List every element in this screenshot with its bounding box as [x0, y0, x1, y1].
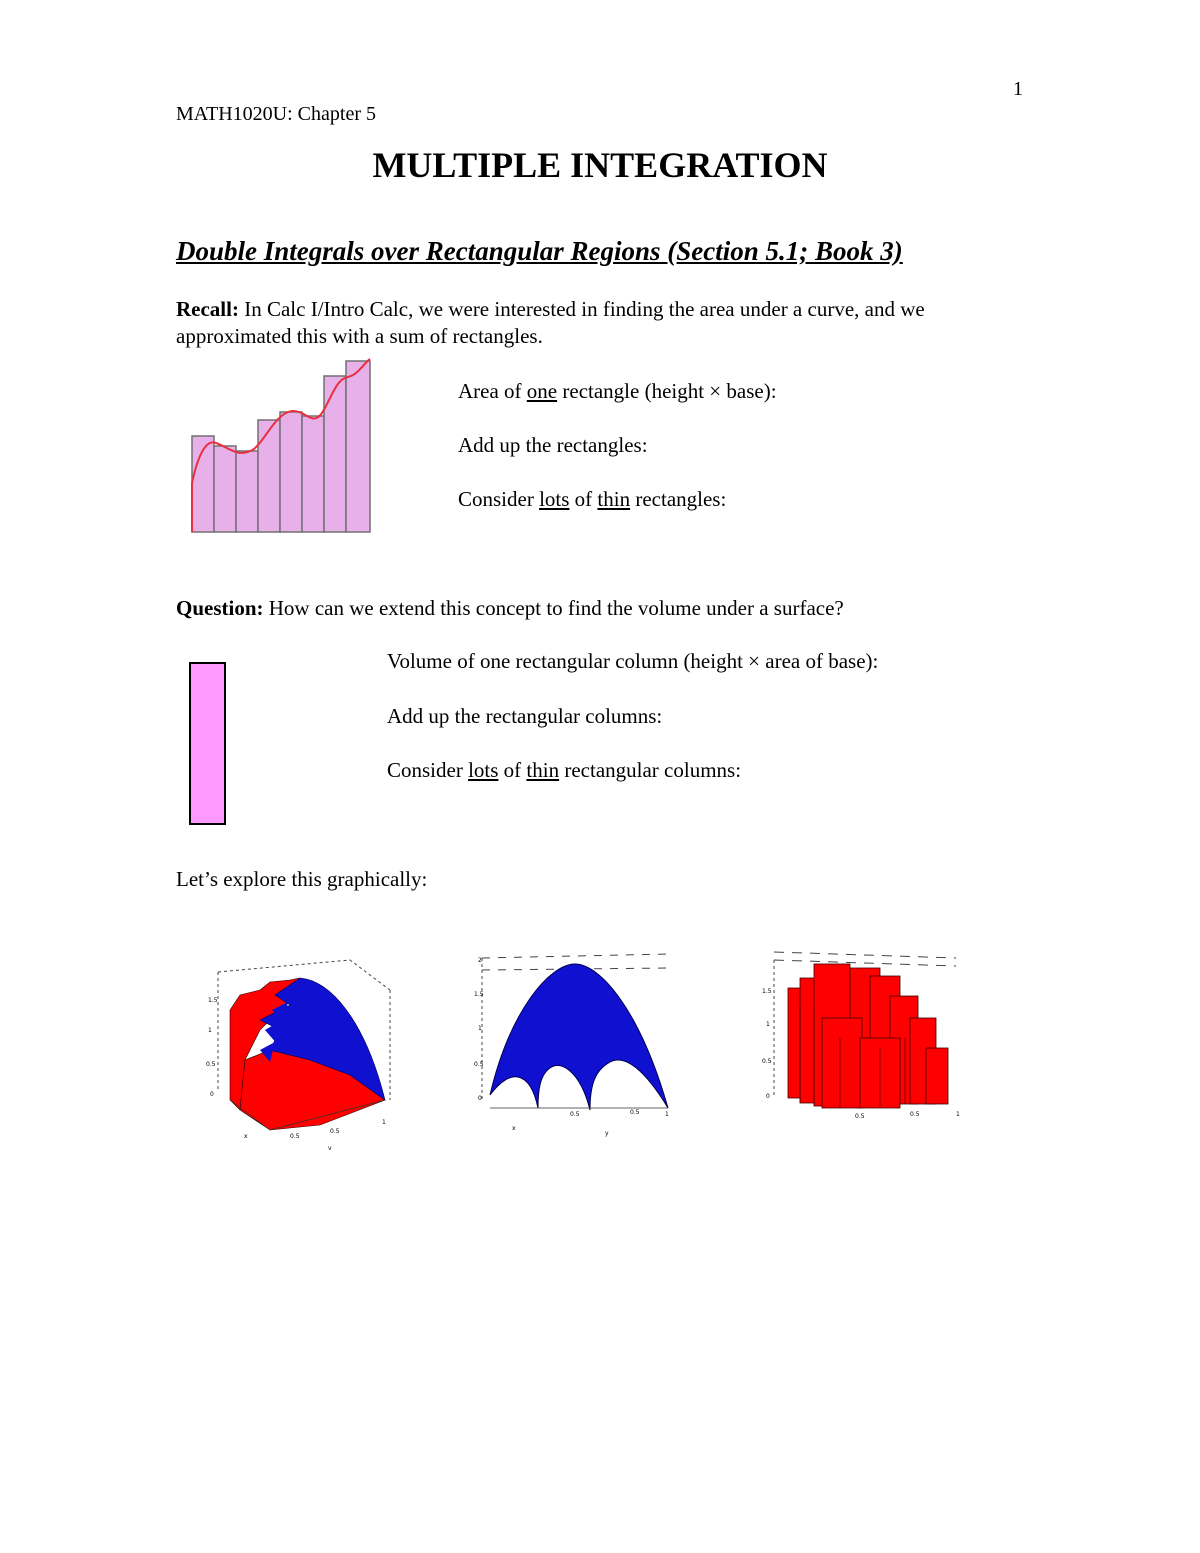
svg-text:0.5: 0.5 — [762, 1058, 772, 1065]
area-item-add-up: Add up the rectangles: — [458, 433, 648, 457]
svg-text:x: x — [512, 1125, 516, 1132]
columns-plot — [760, 948, 965, 1133]
svg-text:0: 0 — [766, 1093, 770, 1100]
svg-text:1: 1 — [382, 1119, 386, 1126]
svg-text:1: 1 — [766, 1021, 770, 1028]
area-item-thin-rectangles: Consider lots of thin rectangles: — [458, 487, 727, 511]
question-label: Question: — [176, 596, 264, 620]
explore-text: Let’s explore this graphically: — [176, 867, 428, 891]
recall-paragraph — [176, 296, 1036, 350]
volume-item-one-column: Volume of one rectangular column (height × area of base): — [387, 649, 879, 673]
area-rectangles-figure — [188, 355, 378, 537]
surface-and-columns-plot — [200, 950, 410, 1150]
page-number: 1 — [1013, 78, 1023, 100]
svg-text:1: 1 — [208, 1027, 212, 1034]
svg-text:1: 1 — [478, 1025, 482, 1032]
svg-text:1.5: 1.5 — [474, 991, 484, 998]
surface-plot — [470, 950, 680, 1140]
svg-text:0.5: 0.5 — [474, 1061, 484, 1068]
svg-text:0: 0 — [210, 1091, 214, 1098]
svg-text:1: 1 — [956, 1111, 960, 1118]
svg-text:1.5: 1.5 — [208, 997, 218, 1004]
recall-text-line2: approximated this with a sum of rectangles. — [176, 324, 543, 348]
svg-text:0.5: 0.5 — [910, 1111, 920, 1118]
svg-text:0.5: 0.5 — [855, 1113, 865, 1120]
section-heading: Double Integrals over Rectangular Regions (Section 5.1; Book 3) — [176, 236, 903, 266]
volume-item-thin-columns: Consider lots of thin rectangular columns: — [387, 758, 742, 782]
svg-text:0.5: 0.5 — [330, 1128, 340, 1135]
area-item-one-rectangle: Area of one rectangle (height × base): — [458, 379, 777, 403]
svg-text:0.5: 0.5 — [630, 1109, 640, 1116]
svg-text:x: x — [244, 1133, 248, 1140]
question-paragraph — [176, 595, 844, 621]
svg-text:0.5: 0.5 — [206, 1061, 216, 1068]
svg-text:y: y — [605, 1130, 609, 1137]
recall-label: Recall: — [176, 297, 239, 321]
recall-text-line1: In Calc I/Intro Calc, we were interested in finding the area under a curve, and we — [238, 297, 925, 321]
svg-text:y: y — [328, 1145, 332, 1150]
question-text: How can we extend this concept to find the volume under a surface? — [263, 596, 844, 620]
svg-text:0.5: 0.5 — [570, 1111, 580, 1118]
page-title: MULTIPLE INTEGRATION — [372, 145, 828, 185]
svg-text:0: 0 — [478, 1095, 482, 1102]
svg-text:0.5: 0.5 — [290, 1133, 300, 1140]
course-header: MATH1020U: Chapter 5 — [176, 103, 376, 125]
svg-text:1: 1 — [665, 1111, 669, 1118]
volume-item-add-up: Add up the rectangular columns: — [387, 704, 663, 728]
rectangular-column-figure — [188, 661, 228, 827]
svg-text:1.5: 1.5 — [762, 988, 772, 995]
svg-text:2: 2 — [478, 957, 482, 964]
